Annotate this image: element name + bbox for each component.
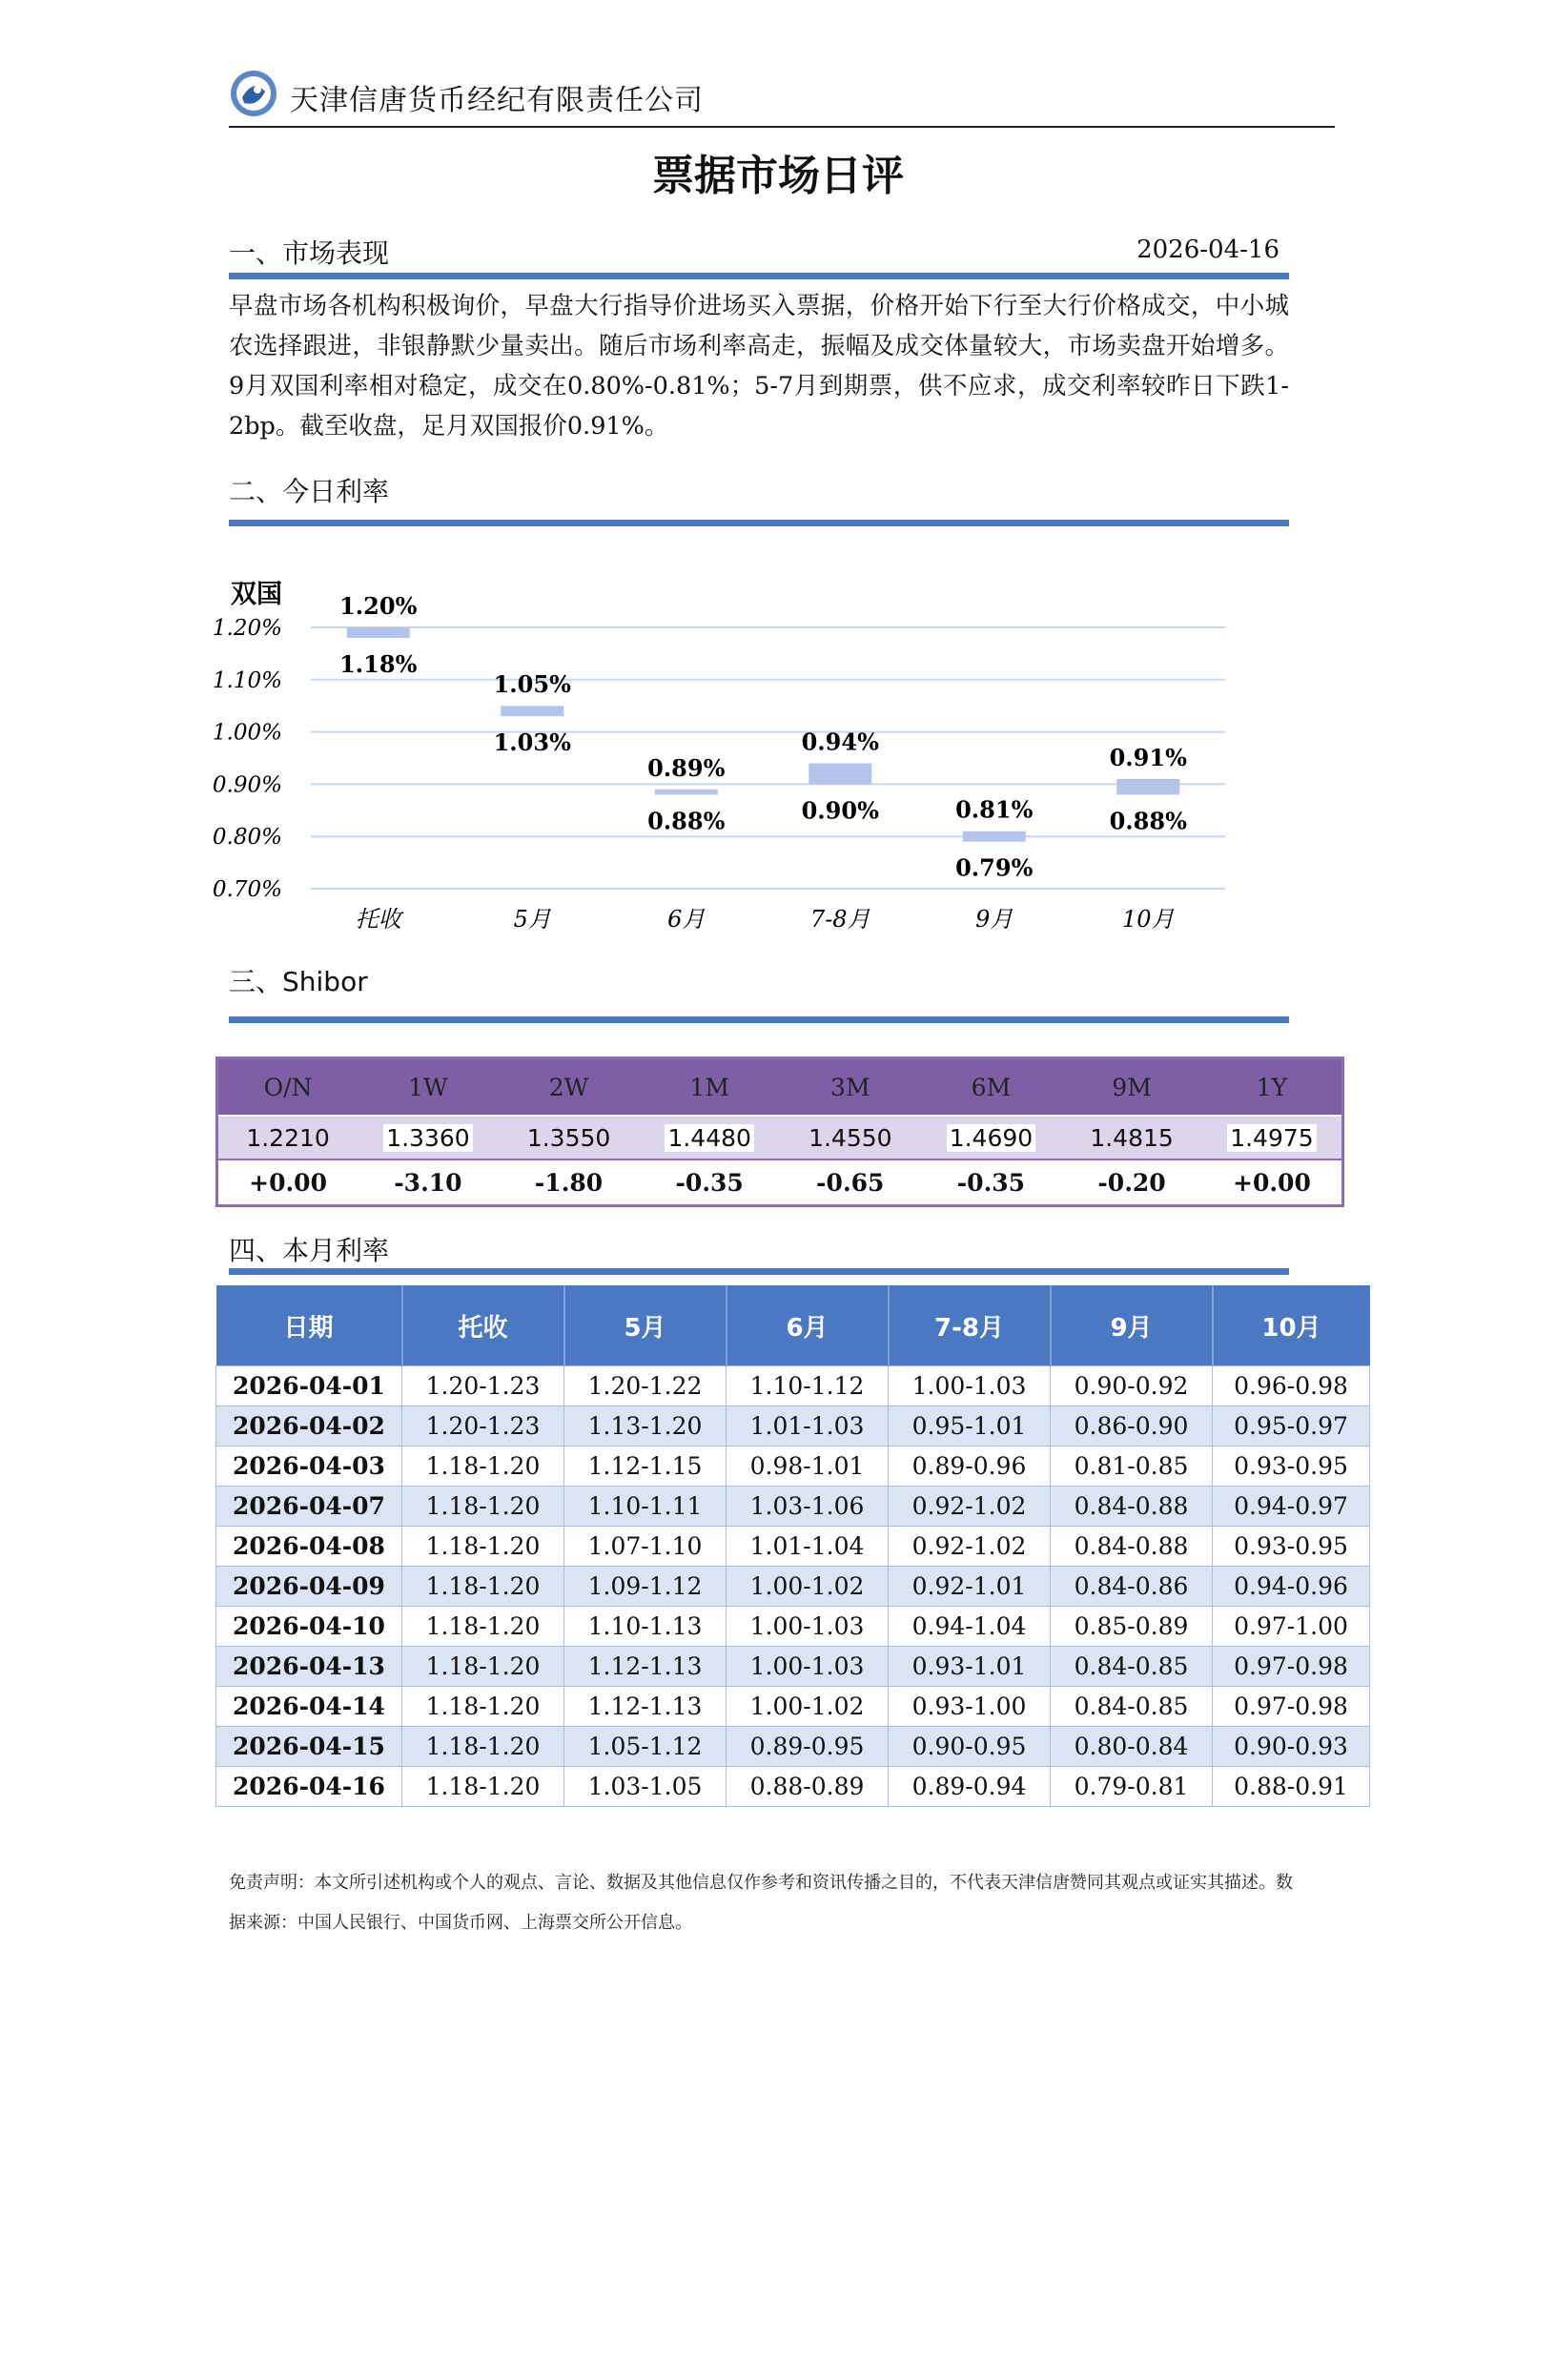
rate-range-cell: 0.96-0.98: [1213, 1366, 1370, 1406]
shibor-rate-cell: [639, 1116, 780, 1159]
rate-range-cell: 0.84-0.85: [1051, 1687, 1213, 1727]
low-rate-label: 0.79%: [955, 853, 1034, 882]
shibor-rate-cell: 1.4550: [780, 1116, 921, 1159]
table-row: [216, 1767, 1370, 1807]
high-rate-label: 0.91%: [1109, 743, 1187, 771]
monthly-column-header: 6月: [727, 1285, 889, 1366]
date-cell: 2026-04-01: [216, 1366, 402, 1406]
rate-range-cell: 0.84-0.86: [1051, 1567, 1213, 1607]
rate-range-bar: [347, 627, 410, 638]
rate-range-cell: 0.93-1.00: [889, 1687, 1051, 1727]
rate-range-cell: 0.92-1.01: [889, 1567, 1051, 1607]
rate-range-cell: 1.18-1.20: [402, 1567, 564, 1607]
rate-range-cell: 0.97-0.98: [1213, 1687, 1370, 1727]
date-cell: 2026-04-08: [216, 1527, 402, 1567]
x-category-label: 10月: [1121, 906, 1175, 933]
rate-range-cell: 0.92-1.02: [889, 1527, 1051, 1567]
document-title: 票据市场日评: [652, 152, 904, 200]
rate-range-cell: 0.86-0.90: [1051, 1406, 1213, 1446]
shibor-rate-cell: 1.3550: [499, 1116, 640, 1159]
rate-range-cell: 0.89-0.95: [727, 1727, 889, 1767]
section-bar: [229, 520, 1289, 526]
shibor-tenor-header: 1Y: [1202, 1058, 1343, 1117]
table-row: [216, 1366, 1370, 1406]
rate-range-cell: 1.03-1.05: [564, 1767, 727, 1807]
rate-range-cell: 0.90-0.92: [1051, 1366, 1213, 1406]
rate-range-cell: 1.00-1.03: [727, 1607, 889, 1647]
rate-range-cell: 1.00-1.03: [889, 1366, 1051, 1406]
table-row: [216, 1647, 1370, 1687]
rate-range-cell: 0.89-0.94: [889, 1767, 1051, 1807]
rate-range-cell: 1.18-1.20: [402, 1487, 564, 1527]
shibor-change-cell: -0.65: [780, 1159, 921, 1206]
high-rate-label: 0.81%: [955, 795, 1034, 824]
page-header: [229, 67, 1335, 128]
shibor-change-cell: -0.35: [921, 1159, 1062, 1206]
table-row: [216, 1487, 1370, 1527]
company-logo-icon: [229, 69, 278, 118]
shibor-tenor-header: 6M: [921, 1058, 1062, 1117]
date-cell: 2026-04-14: [216, 1687, 402, 1727]
rate-range-cell: 1.18-1.20: [402, 1727, 564, 1767]
rate-range-cell: 1.18-1.20: [402, 1687, 564, 1727]
rate-range-bar: [1116, 779, 1179, 794]
section-title-market: 一、市场表现: [229, 237, 390, 269]
rate-range-cell: 0.92-1.02: [889, 1487, 1051, 1527]
rate-range-cell: 0.95-1.01: [889, 1406, 1051, 1446]
rate-range-cell: 1.05-1.12: [564, 1727, 727, 1767]
header-rule: [229, 126, 1335, 128]
shibor-change-cell: -3.10: [358, 1159, 499, 1206]
shibor-rate-cell: [358, 1116, 499, 1159]
monthly-column-header: 7-8月: [889, 1285, 1051, 1366]
rate-range-cell: 1.09-1.12: [564, 1567, 727, 1607]
shibor-change-cell: -0.35: [639, 1159, 780, 1206]
low-rate-label: 1.03%: [493, 728, 571, 757]
low-rate-label: 0.88%: [1109, 807, 1187, 835]
shibor-rate-cell: 1.4815: [1061, 1116, 1202, 1159]
x-category-label: 5月: [513, 906, 551, 933]
rate-range-cell: 0.93-1.01: [889, 1647, 1051, 1687]
rate-range-cell: 0.98-1.01: [727, 1446, 889, 1487]
rate-range-bar: [963, 831, 1026, 842]
high-rate-label: 1.20%: [339, 592, 418, 620]
section-title-rates: 二、今日利率: [229, 476, 390, 507]
y-tick-label: 1.20%: [212, 616, 282, 641]
rate-range-cell: 1.01-1.03: [727, 1406, 889, 1446]
rate-chart: [210, 564, 1278, 965]
low-rate-label: 0.88%: [647, 807, 726, 835]
shibor-rate-value: 1.4975: [1227, 1124, 1316, 1152]
shibor-tenor-header: 1M: [639, 1058, 780, 1117]
rate-range-cell: 0.94-1.04: [889, 1607, 1051, 1647]
date-cell: 2026-04-15: [216, 1727, 402, 1767]
y-tick-label: 1.10%: [212, 667, 282, 693]
rate-range-cell: 1.12-1.13: [564, 1687, 727, 1727]
rate-range-cell: 1.07-1.10: [564, 1527, 727, 1567]
rate-range-cell: 1.18-1.20: [402, 1647, 564, 1687]
monthly-column-header: 日期: [216, 1285, 402, 1366]
table-row: [216, 1607, 1370, 1647]
rate-range-cell: 1.00-1.02: [727, 1567, 889, 1607]
rate-range-cell: 1.00-1.03: [727, 1647, 889, 1687]
table-row: [216, 1567, 1370, 1607]
table-row: [216, 1687, 1370, 1727]
monthly-rate-table: [215, 1285, 1370, 1807]
shibor-change-cell: +0.00: [217, 1159, 358, 1206]
shibor-header-row: [217, 1058, 1343, 1117]
rate-range-bar: [655, 790, 718, 794]
y-tick-label: 0.90%: [212, 772, 282, 798]
high-rate-label: 0.89%: [647, 753, 726, 782]
rate-range-cell: 1.18-1.20: [402, 1527, 564, 1567]
rate-range-cell: 1.20-1.23: [402, 1406, 564, 1446]
market-commentary: 早盘市场各机构积极询价，早盘大行指导价进场买入票据，价格开始下行至大行价格成交，中小城农选择跟进，非银静默少量卖出。随后市场利率高走，振幅及成交体量较大，市场卖盘开始增多。9月双国利率相对稳定，成交在0.80%-0.81%；5-7月到期票，供不应求，成交利率较昨日下跌1-2bp。截至收盘，足月双国报价0.91%。: [229, 292, 1289, 441]
high-rate-label: 1.05%: [493, 670, 571, 699]
date-cell: 2026-04-07: [216, 1487, 402, 1527]
rate-range-cell: 1.20-1.22: [564, 1366, 727, 1406]
y-tick-label: 0.80%: [212, 825, 282, 851]
date-cell: 2026-04-16: [216, 1767, 402, 1807]
shibor-table: [215, 1057, 1344, 1207]
low-rate-label: 0.90%: [801, 796, 879, 825]
rate-range-cell: 0.88-0.91: [1213, 1767, 1370, 1807]
rate-range-cell: 1.00-1.02: [727, 1687, 889, 1727]
rate-range-cell: 0.85-0.89: [1051, 1607, 1213, 1647]
shibor-change-cell: -0.20: [1061, 1159, 1202, 1206]
shibor-tenor-header: 1W: [358, 1058, 499, 1117]
rate-range-cell: 0.93-0.95: [1213, 1446, 1370, 1487]
rate-range-bar: [501, 706, 563, 716]
date-cell: 2026-04-09: [216, 1567, 402, 1607]
x-category-label: 托收: [355, 906, 401, 933]
shibor-change-cell: +0.00: [1202, 1159, 1343, 1206]
section-bar: [229, 1268, 1289, 1275]
section-bar: [229, 273, 1289, 279]
rate-range-cell: 0.94-0.96: [1213, 1567, 1370, 1607]
rate-range-cell: 0.95-0.97: [1213, 1406, 1370, 1446]
rate-range-cell: 1.01-1.04: [727, 1527, 889, 1567]
shibor-rate-value: 1.3360: [383, 1124, 472, 1152]
y-tick-label: 1.00%: [212, 720, 282, 746]
monthly-column-header: 5月: [564, 1285, 727, 1366]
shibor-change-row: [217, 1159, 1343, 1206]
rate-range-cell: 0.80-0.84: [1051, 1727, 1213, 1767]
rate-range-cell: 1.18-1.20: [402, 1446, 564, 1487]
company-name: 天津信唐货币经纪有限责任公司: [290, 84, 704, 117]
monthly-column-header: 托收: [402, 1285, 564, 1366]
rate-range-cell: 1.12-1.15: [564, 1446, 727, 1487]
rate-range-cell: 1.18-1.20: [402, 1767, 564, 1807]
rate-range-cell: 0.90-0.93: [1213, 1727, 1370, 1767]
shibor-value-row: [217, 1116, 1343, 1159]
low-rate-label: 1.18%: [339, 649, 418, 678]
rate-range-cell: 0.81-0.85: [1051, 1446, 1213, 1487]
shibor-rate-value: 1.4480: [665, 1124, 753, 1152]
date-cell: 2026-04-10: [216, 1607, 402, 1647]
rate-range-cell: 1.12-1.13: [564, 1647, 727, 1687]
shibor-tenor-header: O/N: [217, 1058, 358, 1117]
report-date: 2026-04-16: [1136, 236, 1280, 264]
x-category-label: 7-8月: [809, 906, 870, 933]
rate-range-cell: 0.97-1.00: [1213, 1607, 1370, 1647]
table-row: [216, 1406, 1370, 1446]
rate-range-cell: 1.20-1.23: [402, 1366, 564, 1406]
rate-range-cell: 0.97-0.98: [1213, 1647, 1370, 1687]
monthly-column-header: 10月: [1213, 1285, 1370, 1366]
rate-range-cell: 0.84-0.88: [1051, 1527, 1213, 1567]
rate-range-cell: 0.94-0.97: [1213, 1487, 1370, 1527]
date-cell: 2026-04-13: [216, 1647, 402, 1687]
date-cell: 2026-04-03: [216, 1446, 402, 1487]
shibor-rate-cell: [1202, 1116, 1343, 1159]
shibor-change-cell: -1.80: [499, 1159, 640, 1206]
rate-range-cell: 0.89-0.96: [889, 1446, 1051, 1487]
section-title-shibor: 三、Shibor: [229, 966, 368, 997]
table-row: [216, 1446, 1370, 1487]
shibor-tenor-header: 3M: [780, 1058, 921, 1117]
shibor-tenor-header: 9M: [1061, 1058, 1202, 1117]
rate-range-cell: 0.93-0.95: [1213, 1527, 1370, 1567]
section-bar: [229, 1016, 1289, 1023]
rate-range-cell: 1.10-1.12: [727, 1366, 889, 1406]
x-category-label: 6月: [667, 906, 706, 933]
rate-range-cell: 0.79-0.81: [1051, 1767, 1213, 1807]
rate-range-cell: 1.03-1.06: [727, 1487, 889, 1527]
rate-range-cell: 0.84-0.85: [1051, 1647, 1213, 1687]
table-row: [216, 1727, 1370, 1767]
rate-range-cell: 1.10-1.11: [564, 1487, 727, 1527]
rate-range-cell: 0.90-0.95: [889, 1727, 1051, 1767]
monthly-header-row: [216, 1285, 1370, 1366]
high-rate-label: 0.94%: [801, 728, 879, 756]
rate-range-cell: 1.13-1.20: [564, 1406, 727, 1446]
rate-range-bar: [809, 763, 871, 784]
rate-range-cell: 1.18-1.20: [402, 1607, 564, 1647]
disclaimer: 免责声明：本文所引述机构或个人的观点、言论、数据及其他信息仅作参考和资讯传播之目的，不代表天津信唐赞同其观点或证实其描述。数据来源：中国人民银行、中国货币网、上海票交所公开信息。: [229, 1873, 1293, 1933]
shibor-rate-value: 1.4690: [947, 1124, 1035, 1152]
section-title-monthly: 四、本月利率: [229, 1235, 390, 1266]
table-row: [216, 1527, 1370, 1567]
rate-range-cell: 0.84-0.88: [1051, 1487, 1213, 1527]
y-tick-label: 0.70%: [212, 877, 282, 902]
rate-range-cell: 1.10-1.13: [564, 1607, 727, 1647]
chart-title: 双国: [231, 580, 282, 609]
shibor-rate-cell: 1.2210: [217, 1116, 358, 1159]
rate-range-cell: 0.88-0.89: [727, 1767, 889, 1807]
date-cell: 2026-04-02: [216, 1406, 402, 1446]
monthly-column-header: 9月: [1051, 1285, 1213, 1366]
shibor-rate-cell: [921, 1116, 1062, 1159]
x-category-label: 9月: [975, 906, 1013, 933]
shibor-tenor-header: 2W: [499, 1058, 640, 1117]
